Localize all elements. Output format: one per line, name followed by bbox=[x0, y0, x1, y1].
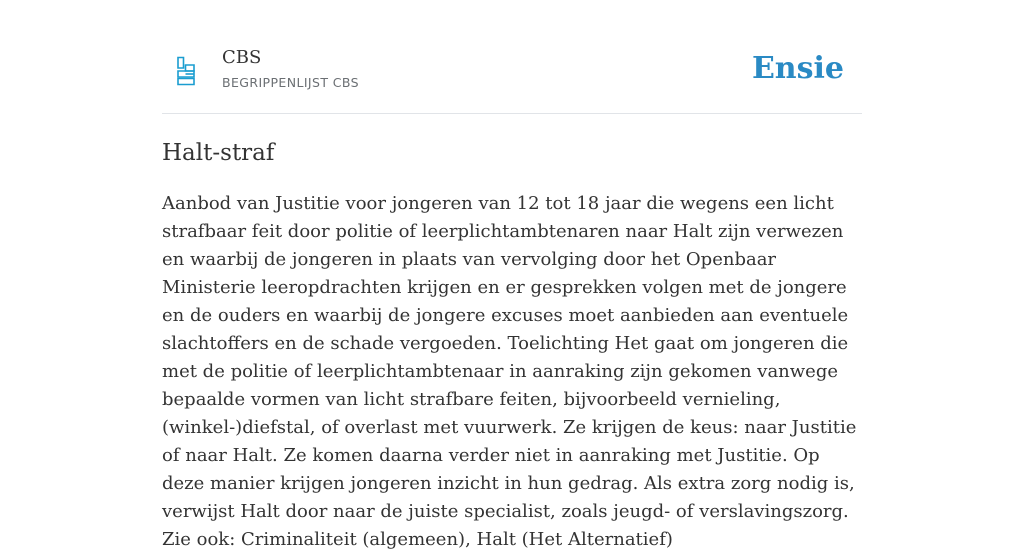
cbs-logo-icon[interactable] bbox=[176, 56, 196, 86]
term-definition: Aanbod van Justitie voor jongeren van 12 tot 18 jaar die wegens een licht strafbaar feit door politie of leerplichtambtenaren naar Halt zijn verwezen en waarbij de jongeren in plaats van vervolging door het Openbaar Ministerie leeropdrachten krijgen en er gesprekken volgen met de jongere en de ouders en waarbij de jongere excuses moet aanbieden aan eventuele slachtoffers en de schade vergoeden. Toelichting Het gaat om jongeren die met de politie of leerplichtambtenaar in aanraking zijn gekomen vanwege bepaalde vormen van licht strafbare feiten, bijvoorbeeld vernieling, (winkel-)diefstal, of overlast met vuurwerk. Ze krijgen de keus: naar Justitie of naar Halt. Ze komen daarna verder niet in aanraking met Justitie. Op deze manier krijgen jongeren inzicht in hun gedrag. Als extra zorg nodig is, verwijst Halt door naar de juiste specialist, zoals jeugd- of verslavingszorg. Zie ook: Criminaliteit (algemeen), Halt (Het Alternatief) bbox=[162, 193, 857, 550]
source-subtitle[interactable]: BEGRIPPENLIJST CBS bbox=[222, 75, 359, 90]
source-header bbox=[162, 0, 862, 114]
content-container bbox=[162, 0, 862, 550]
ensie-brand-logo[interactable]: Ensie bbox=[751, 51, 844, 86]
source-name[interactable]: CBS bbox=[222, 47, 262, 68]
term-title: Halt-straf bbox=[162, 140, 275, 166]
